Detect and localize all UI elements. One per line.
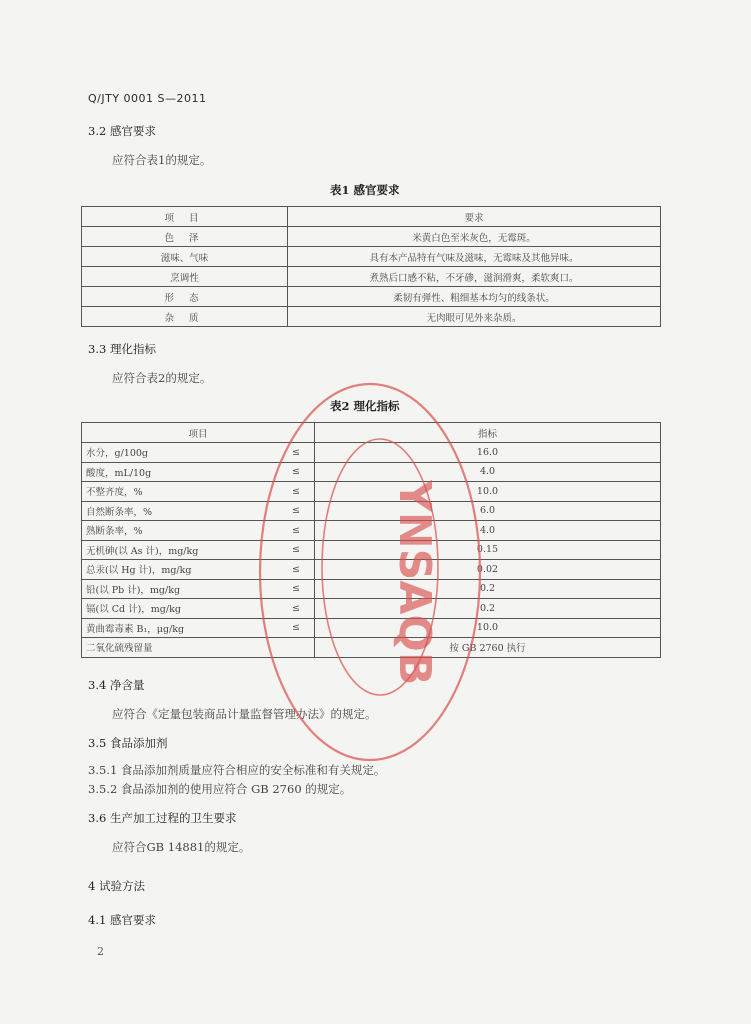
- section-3-3-heading: 3.3 理化指标: [88, 342, 156, 356]
- table2-body: [82, 443, 661, 658]
- sensory-requirements-table: [81, 206, 661, 327]
- table-cell: 色 泽: [82, 227, 288, 247]
- table-row: [82, 443, 661, 463]
- section-3-6-text: 应符合GB 14881的规定。: [112, 840, 251, 854]
- table-header-cell: 指标: [315, 423, 661, 443]
- table-cell-operator: ≤: [278, 599, 315, 619]
- table-cell-value: 4.0: [315, 462, 661, 482]
- seal-inner-text: YNSAQB: [389, 480, 440, 686]
- table-row: [82, 521, 661, 541]
- section-3-5-heading: 3.5 食品添加剂: [88, 736, 168, 750]
- section-3-2-text: 应符合表1的规定。: [112, 153, 212, 167]
- section-3-2-heading: 3.2 感官要求: [88, 124, 156, 138]
- table-cell-operator: ≤: [278, 618, 315, 638]
- table-cell-value: 16.0: [315, 443, 661, 463]
- table-header-row: [82, 423, 661, 443]
- table-header-cell: 项目: [82, 423, 315, 443]
- table-cell: 酸度，mL/10g: [82, 462, 279, 482]
- table-cell-operator: ≤: [278, 501, 315, 521]
- table-cell-operator: ≤: [278, 462, 315, 482]
- table1-caption: 表1 感官要求: [330, 183, 400, 197]
- table-cell-operator: ≤: [278, 443, 315, 463]
- section-3-5-1-text: 3.5.1 食品添加剂质量应符合相应的安全标准和有关规定。: [88, 763, 386, 777]
- table-cell-value: 4.0: [315, 521, 661, 541]
- table-cell-operator: ≤: [278, 560, 315, 580]
- table-cell: 自然断条率，%: [82, 501, 279, 521]
- table-cell-operator: ≤: [278, 540, 315, 560]
- table-cell: 煮熟后口感不粘，不牙碜，滋润滑爽，柔软爽口。: [288, 267, 661, 287]
- section-3-4-heading: 3.4 净含量: [88, 678, 145, 692]
- table-cell-operator: ≤: [278, 579, 315, 599]
- table-row: [82, 267, 661, 287]
- table-cell: 滋味、气味: [82, 247, 288, 267]
- section-4-1-heading: 4.1 感官要求: [88, 913, 156, 927]
- table-row: [82, 227, 661, 247]
- table-row: [82, 462, 661, 482]
- table-header-cell: 要求: [288, 207, 661, 227]
- section-3-3-text: 应符合表2的规定。: [112, 371, 212, 385]
- table-row: [82, 501, 661, 521]
- table-cell: 形 态: [82, 287, 288, 307]
- section-3-4-text: 应符合《定量包装商品计量监督管理办法》的规定。: [112, 707, 377, 721]
- table-cell: 黄曲霉毒素 B₁，μg/kg: [82, 618, 279, 638]
- table-cell-value: 10.0: [315, 482, 661, 502]
- table-cell-value: 0.02: [315, 560, 661, 580]
- table-header-row: [82, 207, 661, 227]
- table-row: [82, 618, 661, 638]
- table-cell: 无肉眼可见外来杂质。: [288, 307, 661, 327]
- table-row: [82, 599, 661, 619]
- table-cell: 熟断条率，%: [82, 521, 279, 541]
- table-cell: 总汞(以 Hg 计)，mg/kg: [82, 560, 279, 580]
- table-cell: 无机砷(以 As 计)，mg/kg: [82, 540, 279, 560]
- table-cell: 水分，g/100g: [82, 443, 279, 463]
- table-row: [82, 579, 661, 599]
- table-cell: 米黄白色至米灰色，无霉斑。: [288, 227, 661, 247]
- table-cell: 铅(以 Pb 计)，mg/kg: [82, 579, 279, 599]
- standard-code: Q/JTY 0001 S—2011: [88, 92, 207, 105]
- table-cell: 镉(以 Cd 计)，mg/kg: [82, 599, 279, 619]
- table-cell-value: 按 GB 2760 执行: [315, 638, 661, 658]
- section-3-5-2-text: 3.5.2 食品添加剂的使用应符合 GB 2760 的规定。: [88, 782, 352, 796]
- table2-caption: 表2 理化指标: [330, 399, 400, 413]
- table-row: [82, 247, 661, 267]
- table-header-cell: 项 目: [82, 207, 288, 227]
- table-cell-value: 10.0: [315, 618, 661, 638]
- physicochemical-indicators-table: [81, 422, 661, 658]
- table-cell: 烹调性: [82, 267, 288, 287]
- table-cell: 柔韧有弹性、粗细基本均匀的线条状。: [288, 287, 661, 307]
- table-cell-value: 0.15: [315, 540, 661, 560]
- table-cell-operator: ≤: [278, 482, 315, 502]
- table-row: [82, 560, 661, 580]
- table-cell-operator: ≤: [278, 521, 315, 541]
- table-cell-value: 0.2: [315, 579, 661, 599]
- table-cell-value: 0.2: [315, 599, 661, 619]
- table-row: [82, 482, 661, 502]
- section-3-6-heading: 3.6 生产加工过程的卫生要求: [88, 811, 237, 825]
- table-row: [82, 638, 661, 658]
- table-cell: 二氧化硫残留量: [82, 638, 315, 658]
- table-row: [82, 287, 661, 307]
- table-cell: 杂 质: [82, 307, 288, 327]
- table-cell: 具有本产品特有气味及滋味，无霉味及其他异味。: [288, 247, 661, 267]
- table-row: [82, 307, 661, 327]
- table-cell: 不整齐度，%: [82, 482, 279, 502]
- page-number: 2: [97, 945, 104, 958]
- table-row: [82, 540, 661, 560]
- section-4-heading: 4 试验方法: [88, 879, 145, 893]
- table-cell-value: 6.0: [315, 501, 661, 521]
